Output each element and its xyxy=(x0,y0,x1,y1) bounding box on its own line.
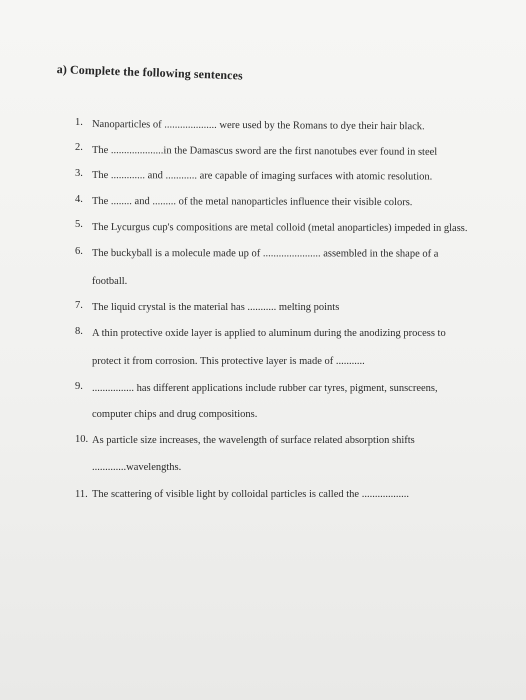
sentence-10: As particle size increases, the wavelength of surface related absorption shifts xyxy=(92,435,415,446)
item-number: 7. xyxy=(75,300,83,311)
sentence-6: The buckyball is a molecule made up of ...................... assembled in the shape of a xyxy=(91,248,439,260)
item-number: 3. xyxy=(75,168,83,179)
item-number: 5. xyxy=(75,219,83,230)
item-number: 11. xyxy=(75,489,88,500)
item-number: 10. xyxy=(75,434,89,445)
item-number: 2. xyxy=(75,142,83,153)
sentence-2: The ....................in the Damascus sword are the first nanotubes ever found in steel xyxy=(91,145,438,158)
sentence-4: The ........ and ......... of the metal nanoparticles influence their visible colors. xyxy=(91,196,413,209)
section-heading: a) Complete the following sentences xyxy=(56,62,244,83)
item-number: 4. xyxy=(75,194,83,205)
sentence-6-continuation: football. xyxy=(92,276,128,287)
sentence-10-continuation: .............wavelengths. xyxy=(92,462,182,473)
item-number: 9. xyxy=(75,381,83,392)
sentence-5: The Lycurgus cup's compositions are metal colloid (metal anoparticles) impeded in glass. xyxy=(91,222,468,234)
sentence-9: ................ has different applications include rubber car tyres, pigment, sunscreens, xyxy=(92,383,438,394)
sentence-9-continuation: computer chips and drug compositions. xyxy=(92,409,258,420)
sentence-1: Nanoparticles of .................... were used by the Romans to dye their hair black. xyxy=(91,119,425,133)
sentence-7: The liquid crystal is the material has ........... melting points xyxy=(92,302,340,313)
sentence-8-continuation: protect it from corrosion. This protective layer is made of ........... xyxy=(92,356,365,367)
item-number: 8. xyxy=(75,326,83,337)
sentence-3: The ............. and ............ are capable of imaging surfaces with atomic resolution. xyxy=(91,170,433,183)
sentence-8: A thin protective oxide layer is applied to aluminum during the anodizing process to xyxy=(92,328,446,339)
sentence-11: The scattering of visible light by colloidal particles is called the .................. xyxy=(92,489,409,500)
item-number: 6. xyxy=(75,246,83,257)
item-number: 1. xyxy=(75,117,83,128)
